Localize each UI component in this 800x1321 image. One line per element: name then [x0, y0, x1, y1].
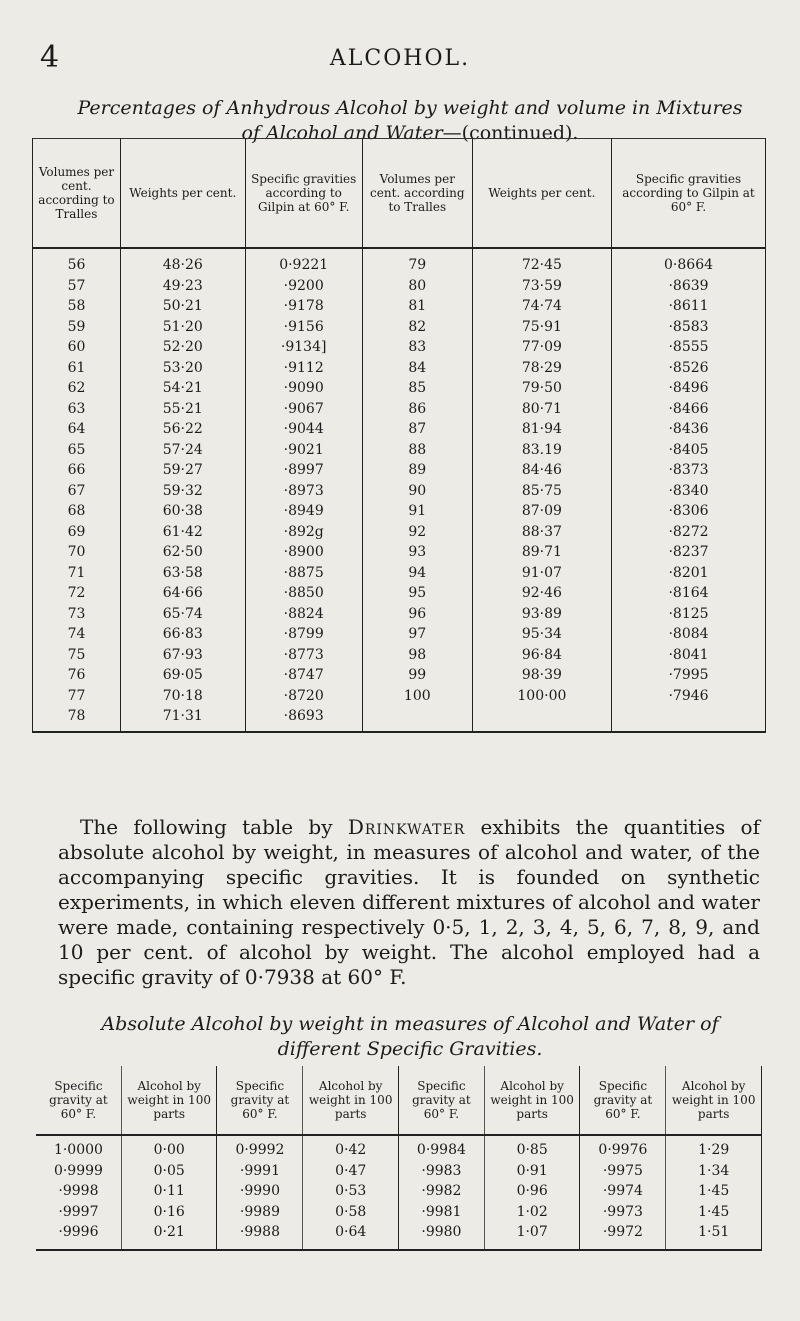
table-cell: 84 [362, 358, 472, 379]
table-row [33, 358, 766, 379]
table-cell: 56·22 [120, 419, 245, 440]
table-cell: ·9134] [245, 337, 362, 358]
table-cell: 83.19 [472, 440, 611, 461]
column-header: Specific gravities according to Gilpin at 60° F. [612, 139, 766, 249]
table-cell: 91·07 [472, 563, 611, 584]
table-cell: 95·34 [472, 624, 611, 645]
table-cell: 62 [33, 378, 121, 399]
table-cell: ·8164 [612, 583, 766, 604]
table-cell: 61 [33, 358, 121, 379]
table-row [33, 276, 766, 297]
table-cell: ·9981 [398, 1202, 484, 1223]
table-cell: ·9112 [245, 358, 362, 379]
table-cell: 48·26 [120, 248, 245, 276]
table-cell: 50·21 [120, 296, 245, 317]
header-row [33, 139, 766, 249]
table-cell: ·8373 [612, 460, 766, 481]
table-row [33, 440, 766, 461]
table-cell: ·9178 [245, 296, 362, 317]
table-cell: 92·46 [472, 583, 611, 604]
table-cell: ·8340 [612, 481, 766, 502]
table-cell: 0·53 [303, 1181, 399, 1202]
table-cell: 1·51 [666, 1222, 762, 1250]
table1-caption-italic: Percentages of Anhydrous Alcohol by weight and volume in Mixtures of Alcohol and Water [77, 97, 743, 144]
table-row [33, 542, 766, 563]
drinkwater-paragraph [58, 815, 760, 990]
table-cell: 85 [362, 378, 472, 399]
table-cell: 84·46 [472, 460, 611, 481]
table-row [36, 1202, 762, 1223]
table-cell: 62·50 [120, 542, 245, 563]
table-cell: ·8973 [245, 481, 362, 502]
table-cell: 1·45 [666, 1202, 762, 1223]
table-row [33, 604, 766, 625]
column-header: Specific gravity at 60° F. [36, 1066, 121, 1135]
table-cell: ·9972 [580, 1222, 666, 1250]
table-cell: ·8436 [612, 419, 766, 440]
column-header: Weights per cent. [120, 139, 245, 249]
table-cell: 79·50 [472, 378, 611, 399]
table-cell: ·9973 [580, 1202, 666, 1223]
table-cell: ·9044 [245, 419, 362, 440]
header-row [36, 1066, 762, 1135]
table-cell: 72·45 [472, 248, 611, 276]
table-cell: 0·47 [303, 1161, 399, 1182]
table-cell: ·8084 [612, 624, 766, 645]
table-cell: 98 [362, 645, 472, 666]
table-cell: 60 [33, 337, 121, 358]
column-header: Alcohol by weight in 100 parts [484, 1066, 580, 1135]
table-cell: 71 [33, 563, 121, 584]
column-header: Specific gravity at 60° F. [398, 1066, 484, 1135]
table-cell: 58 [33, 296, 121, 317]
table-cell: ·9990 [217, 1181, 303, 1202]
table-cell: ·8949 [245, 501, 362, 522]
column-header: Volumes per cent. according to Tralles [33, 139, 121, 249]
table-cell: 0·9999 [53, 1162, 103, 1179]
column-header: Alcohol by weight in 100 parts [121, 1066, 217, 1135]
table-cell: 56 [33, 248, 121, 276]
table-cell: 60·38 [120, 501, 245, 522]
table-cell: 1·34 [666, 1161, 762, 1182]
table-row [36, 1135, 762, 1161]
table-cell: ·8583 [612, 317, 766, 338]
table-row [33, 583, 766, 604]
table-cell: 71·31 [120, 706, 245, 732]
table-cell: ·8466 [612, 399, 766, 420]
absolute-alcohol-table [36, 1066, 762, 1251]
table-row [33, 481, 766, 502]
table-cell: 63 [33, 399, 121, 420]
table-cell: 0·58 [303, 1202, 399, 1223]
table-cell: 86 [362, 399, 472, 420]
table-cell: 0·9221 [245, 248, 362, 276]
table-cell: 89·71 [472, 542, 611, 563]
table-cell: ·8272 [612, 522, 766, 543]
table-cell: ·8125 [612, 604, 766, 625]
table-cell: ·892g [245, 522, 362, 543]
table1-caption-continued: —(continued). [442, 122, 579, 144]
paragraph-body: exhibits the quantities of absolute alcohol by weight, in measures of alcohol and water, of the accompanying specific gravities. It is founded on synthetic experiments, in which eleven different mixtures of alcohol and water were made, containing respectively 0·5, 1, 2, 3, 4, 5, 6, 7, 8, 9, and 10 per cent. of alcohol by weight. The alcohol employed had a specific gravity of 0·7938 at 60° F. [58, 815, 760, 989]
table-cell: 83 [362, 337, 472, 358]
table-cell: 80 [362, 276, 472, 297]
table-cell: 0·9984 [398, 1135, 484, 1161]
table-cell: 81 [362, 296, 472, 317]
table-cell: 88·37 [472, 522, 611, 543]
table-cell: 0·8664 [612, 248, 766, 276]
author-name: Drinkwater [347, 815, 466, 839]
table-cell: ·8997 [245, 460, 362, 481]
table-cell: ·8900 [245, 542, 362, 563]
table-cell: 85·75 [472, 481, 611, 502]
paragraph-intro: The following table by [80, 815, 348, 839]
table-cell: ·8639 [612, 276, 766, 297]
table-row [33, 419, 766, 440]
table-cell: ·9980 [398, 1222, 484, 1250]
table-cell: 1·0000 [53, 1142, 103, 1158]
table-cell: 65·74 [120, 604, 245, 625]
table-cell: ·9975 [580, 1161, 666, 1182]
table-cell: ·9200 [245, 276, 362, 297]
table-row [33, 645, 766, 666]
table-row [33, 624, 766, 645]
table-cell: 100·00 [472, 686, 611, 707]
table-cell: 0·05 [121, 1161, 217, 1182]
table-cell: 70·18 [120, 686, 245, 707]
table-cell: 51·20 [120, 317, 245, 338]
table-row [33, 706, 766, 732]
table-cell: 93 [362, 542, 472, 563]
table-row [36, 1181, 762, 1202]
table-cell: ·9156 [245, 317, 362, 338]
table-cell: ·9067 [245, 399, 362, 420]
table-cell: 95 [362, 583, 472, 604]
table-cell: 67·93 [120, 645, 245, 666]
table-cell [362, 706, 472, 732]
table-cell: 0·21 [121, 1222, 217, 1250]
table-cell [472, 706, 611, 732]
table-cell: ·8526 [612, 358, 766, 379]
table-cell: 78·29 [472, 358, 611, 379]
table-row [33, 563, 766, 584]
table-cell: 55·21 [120, 399, 245, 420]
column-header: Weights per cent. [472, 139, 611, 249]
page-header [40, 40, 760, 80]
table-cell: ·8611 [612, 296, 766, 317]
table-cell: ·7995 [612, 665, 766, 686]
table-cell: ·9997 [58, 1203, 99, 1220]
table-row [33, 501, 766, 522]
table-cell: ·8405 [612, 440, 766, 461]
table-cell: 59 [33, 317, 121, 338]
table-cell: 66 [33, 460, 121, 481]
table-cell: 72 [33, 583, 121, 604]
column-header: Specific gravity at 60° F. [217, 1066, 303, 1135]
table-cell: 73 [33, 604, 121, 625]
table-cell: 87 [362, 419, 472, 440]
table-cell: ·8824 [245, 604, 362, 625]
table-cell: 88 [362, 440, 472, 461]
table-cell: 96 [362, 604, 472, 625]
table-cell: 81·94 [472, 419, 611, 440]
table-cell: 73·59 [472, 276, 611, 297]
table-cell: ·9989 [217, 1202, 303, 1223]
running-title: ALCOHOL. [329, 46, 471, 71]
table-cell: 57 [33, 276, 121, 297]
table-row [36, 1222, 762, 1250]
table-cell: ·8306 [612, 501, 766, 522]
table-cell: 0·42 [303, 1135, 399, 1161]
table-cell: 98·39 [472, 665, 611, 686]
table-cell: 1·29 [666, 1135, 762, 1161]
table-cell: ·9998 [58, 1183, 99, 1199]
table-cell: 93·89 [472, 604, 611, 625]
table-row [33, 522, 766, 543]
table-cell: ·8496 [612, 378, 766, 399]
table-cell: 76 [33, 665, 121, 686]
page-number: 4 [40, 40, 60, 75]
table-row [33, 686, 766, 707]
table-cell: 74 [33, 624, 121, 645]
table-cell: 0·85 [484, 1135, 580, 1161]
table-cell: 0·16 [121, 1202, 217, 1223]
table-cell: 0·64 [303, 1222, 399, 1250]
table-cell: ·9988 [217, 1222, 303, 1250]
table-cell: ·8041 [612, 645, 766, 666]
table-cell: 59·32 [120, 481, 245, 502]
table-cell: ·8201 [612, 563, 766, 584]
table-cell: 65 [33, 440, 121, 461]
table-row [33, 296, 766, 317]
table-row [33, 317, 766, 338]
table-cell: ·8875 [245, 563, 362, 584]
table-cell: 57·24 [120, 440, 245, 461]
table-cell: ·8693 [245, 706, 362, 732]
table-cell: 0·9992 [217, 1135, 303, 1161]
table-cell: 59·27 [120, 460, 245, 481]
table-cell: 80·71 [472, 399, 611, 420]
table2-caption: Absolute Alcohol by weight in measures of Alcohol and Water of different Specific Gravities. [101, 1013, 719, 1060]
table-cell: 68 [33, 501, 121, 522]
table-cell: 82 [362, 317, 472, 338]
table-cell: 1·45 [666, 1181, 762, 1202]
table-row [33, 337, 766, 358]
table-row [36, 1161, 762, 1182]
column-header: Alcohol by weight in 100 parts [666, 1066, 762, 1135]
table-cell: ·8720 [245, 686, 362, 707]
table-cell: 97 [362, 624, 472, 645]
table-cell: 64·66 [120, 583, 245, 604]
table-cell: ·9021 [245, 440, 362, 461]
table-cell: 0·00 [121, 1135, 217, 1161]
table-cell: 89 [362, 460, 472, 481]
table-cell: 75 [33, 645, 121, 666]
table-cell: 79 [362, 248, 472, 276]
table-cell: 87·09 [472, 501, 611, 522]
table-cell: 96·84 [472, 645, 611, 666]
table-row [33, 460, 766, 481]
table-row [33, 378, 766, 399]
table-cell: 67 [33, 481, 121, 502]
table-cell: ·8799 [245, 624, 362, 645]
table-cell: ·8850 [245, 583, 362, 604]
table-cell: ·9991 [217, 1161, 303, 1182]
table-cell: 99 [362, 665, 472, 686]
table-cell: 63·58 [120, 563, 245, 584]
table-cell: 1·02 [484, 1202, 580, 1223]
table-cell: 64 [33, 419, 121, 440]
table-cell: 75·91 [472, 317, 611, 338]
table-cell: 94 [362, 563, 472, 584]
table-cell: 69 [33, 522, 121, 543]
table-row [33, 248, 766, 276]
table-cell: 0·96 [484, 1181, 580, 1202]
table-row [33, 399, 766, 420]
table-cell: ·8237 [612, 542, 766, 563]
table-cell: 49·23 [120, 276, 245, 297]
table-cell: 77 [33, 686, 121, 707]
table-row [33, 665, 766, 686]
table-cell: 92 [362, 522, 472, 543]
table-cell [612, 706, 766, 732]
table-cell: 69·05 [120, 665, 245, 686]
table-cell: 61·42 [120, 522, 245, 543]
table-cell: 74·74 [472, 296, 611, 317]
column-header: Specific gravities according to Gilpin at 60° F. [245, 139, 362, 249]
table-cell: 53·20 [120, 358, 245, 379]
table-cell: 54·21 [120, 378, 245, 399]
table-cell: 100 [362, 686, 472, 707]
table-cell: 66·83 [120, 624, 245, 645]
table-cell: 77·09 [472, 337, 611, 358]
table-cell: ·9982 [398, 1181, 484, 1202]
alcohol-percentage-table [32, 138, 766, 733]
table-cell: ·8773 [245, 645, 362, 666]
table-cell: 90 [362, 481, 472, 502]
column-header: Volumes per cent. according to Tralles [362, 139, 472, 249]
table-cell: 70 [33, 542, 121, 563]
table-cell: ·7946 [612, 686, 766, 707]
table-cell: ·9983 [398, 1161, 484, 1182]
table-cell: 0·11 [121, 1181, 217, 1202]
table-cell: ·8747 [245, 665, 362, 686]
table-cell: 78 [33, 706, 121, 732]
table-cell: 0·91 [484, 1161, 580, 1182]
column-header: Specific gravity at 60° F. [580, 1066, 666, 1135]
table-cell: ·9996 [58, 1224, 99, 1240]
table-cell: 91 [362, 501, 472, 522]
table-cell: ·9090 [245, 378, 362, 399]
table-cell: 52·20 [120, 337, 245, 358]
table-cell: 1·07 [484, 1222, 580, 1250]
table-cell: ·9974 [580, 1181, 666, 1202]
column-header: Alcohol by weight in 100 parts [303, 1066, 399, 1135]
table-cell: ·8555 [612, 337, 766, 358]
table-cell: 0·9976 [580, 1135, 666, 1161]
